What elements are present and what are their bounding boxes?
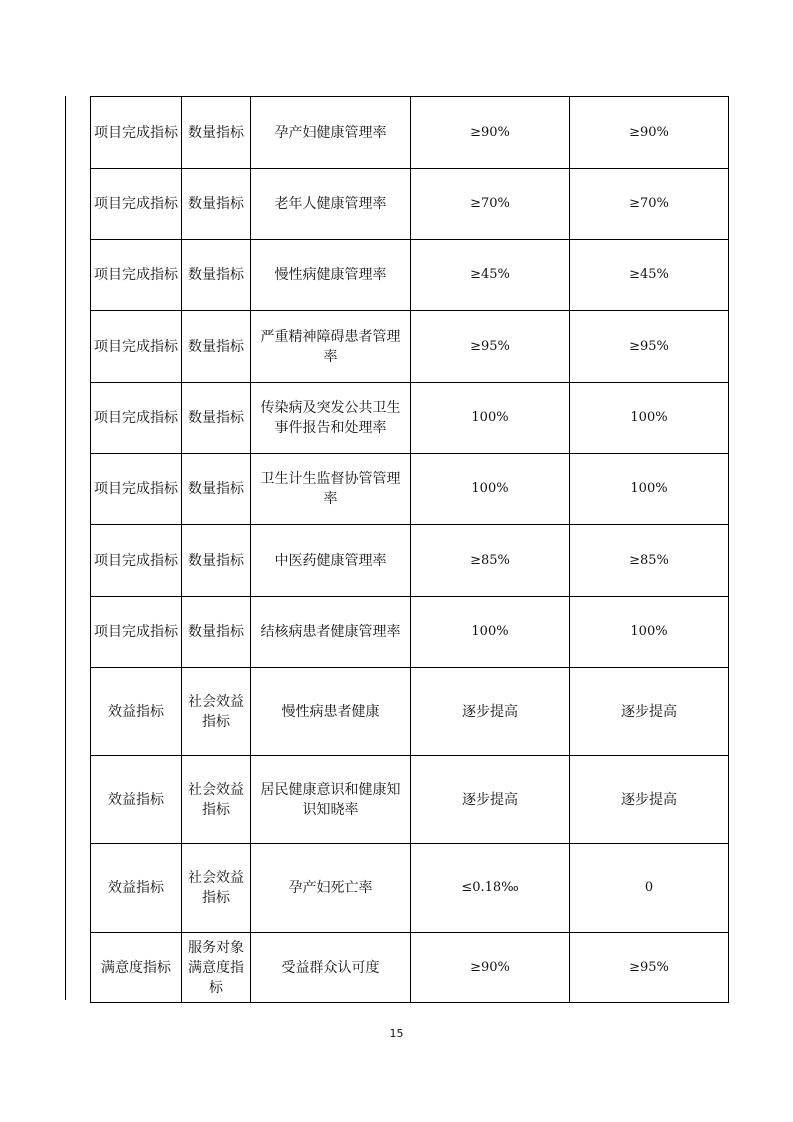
actual-value: ≥70% — [570, 169, 729, 240]
performance-indicator-table — [90, 96, 729, 1003]
level3-indicator: 传染病及突发公共卫生事件报告和处理率 — [251, 383, 411, 454]
target-value: ≥95% — [411, 311, 570, 383]
actual-value: 100% — [570, 454, 729, 525]
level3-indicator: 卫生计生监督协管管理率 — [251, 454, 411, 525]
level3-indicator: 结核病患者健康管理率 — [251, 597, 411, 668]
level1-indicator: 项目完成指标 — [91, 454, 182, 525]
level1-indicator: 效益指标 — [91, 668, 182, 756]
level2-indicator: 服务对象满意度指标 — [182, 933, 251, 1003]
target-value: ≤0.18‰ — [411, 844, 570, 933]
level2-indicator: 数量指标 — [182, 597, 251, 668]
table-row — [91, 525, 729, 597]
level2-indicator: 数量指标 — [182, 454, 251, 525]
table-row — [91, 383, 729, 454]
level2-indicator: 社会效益指标 — [182, 756, 251, 844]
table-row — [91, 311, 729, 383]
actual-value: 100% — [570, 597, 729, 668]
target-value: ≥90% — [411, 97, 570, 169]
actual-value: ≥45% — [570, 240, 729, 311]
level2-indicator: 数量指标 — [182, 311, 251, 383]
actual-value: 0 — [570, 844, 729, 933]
level1-indicator: 项目完成指标 — [91, 383, 182, 454]
level3-indicator: 慢性病健康管理率 — [251, 240, 411, 311]
actual-value: 逐步提高 — [570, 756, 729, 844]
actual-value: ≥90% — [570, 97, 729, 169]
level2-indicator: 数量指标 — [182, 240, 251, 311]
target-value: 逐步提高 — [411, 668, 570, 756]
level3-indicator: 孕产妇健康管理率 — [251, 97, 411, 169]
level1-indicator: 项目完成指标 — [91, 525, 182, 597]
table-row — [91, 933, 729, 1003]
level2-indicator: 数量指标 — [182, 97, 251, 169]
level1-indicator: 效益指标 — [91, 844, 182, 933]
level2-indicator: 数量指标 — [182, 383, 251, 454]
level3-indicator: 严重精神障碍患者管理率 — [251, 311, 411, 383]
target-value: 100% — [411, 454, 570, 525]
level3-indicator: 慢性病患者健康 — [251, 668, 411, 756]
table-row — [91, 756, 729, 844]
level2-indicator: 数量指标 — [182, 525, 251, 597]
page-number: 15 — [389, 1027, 404, 1040]
table-row — [91, 454, 729, 525]
actual-value: 100% — [570, 383, 729, 454]
actual-value: ≥85% — [570, 525, 729, 597]
left-border-line — [65, 96, 66, 1000]
level3-indicator: 居民健康意识和健康知识知晓率 — [251, 756, 411, 844]
level1-indicator: 项目完成指标 — [91, 597, 182, 668]
target-value: ≥45% — [411, 240, 570, 311]
level3-indicator: 孕产妇死亡率 — [251, 844, 411, 933]
actual-value: ≥95% — [570, 311, 729, 383]
actual-value: 逐步提高 — [570, 668, 729, 756]
level2-indicator: 数量指标 — [182, 169, 251, 240]
table-row — [91, 668, 729, 756]
level3-indicator: 中医药健康管理率 — [251, 525, 411, 597]
level2-indicator: 社会效益指标 — [182, 668, 251, 756]
table-row — [91, 240, 729, 311]
table-row — [91, 97, 729, 169]
level1-indicator: 满意度指标 — [91, 933, 182, 1003]
target-value: 100% — [411, 383, 570, 454]
target-value: ≥90% — [411, 933, 570, 1003]
level1-indicator: 效益指标 — [91, 756, 182, 844]
level3-indicator: 老年人健康管理率 — [251, 169, 411, 240]
level1-indicator: 项目完成指标 — [91, 311, 182, 383]
table-row — [91, 844, 729, 933]
target-value: 逐步提高 — [411, 756, 570, 844]
actual-value: ≥95% — [570, 933, 729, 1003]
level1-indicator: 项目完成指标 — [91, 169, 182, 240]
level1-indicator: 项目完成指标 — [91, 97, 182, 169]
level2-indicator: 社会效益指标 — [182, 844, 251, 933]
target-value: 100% — [411, 597, 570, 668]
level1-indicator: 项目完成指标 — [91, 240, 182, 311]
target-value: ≥85% — [411, 525, 570, 597]
level3-indicator: 受益群众认可度 — [251, 933, 411, 1003]
table-row — [91, 169, 729, 240]
table-row — [91, 597, 729, 668]
target-value: ≥70% — [411, 169, 570, 240]
